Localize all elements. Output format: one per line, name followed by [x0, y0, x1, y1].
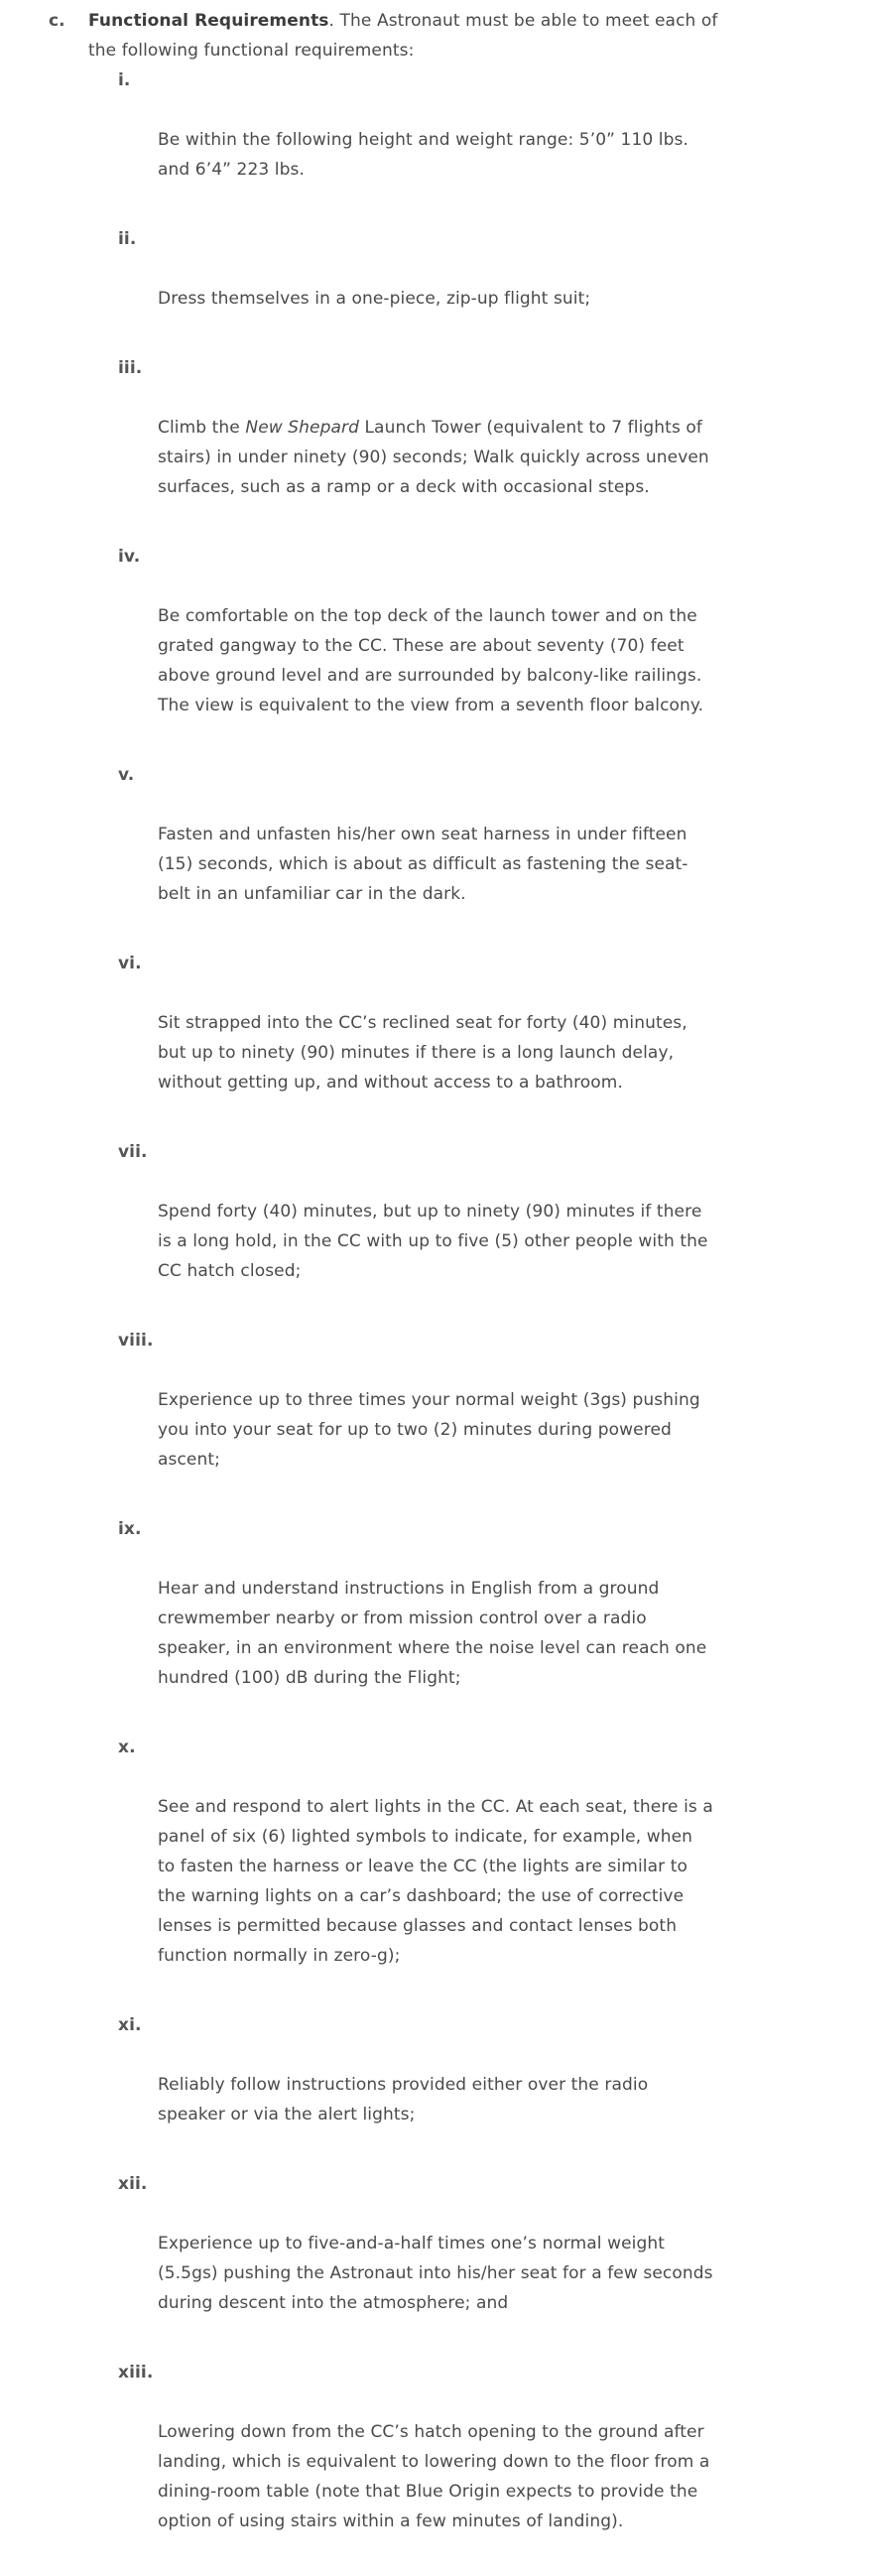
list-item	[118, 1514, 713, 1723]
list-item-marker: xi.	[118, 2015, 142, 2035]
list-item	[118, 1137, 713, 1316]
list-item-marker: iii.	[118, 358, 143, 378]
list-item-text: Hear and understand instructions in English from a ground crewmember nearby or from mission control over a radio speaker, in an environment where the noise level can reach one hundred (100) dB during the Flight;	[158, 1579, 707, 1688]
list-item-marker: ii.	[118, 229, 137, 249]
list-item-text: Lowering down from the CC’s hatch opening to the ground after landing, which is equivalent to lowering down to the floor from a dining-room table (note that Blue Origin expects to provide the option of using stairs within a few minutes of landing).	[158, 2422, 710, 2531]
list-item	[118, 2010, 713, 2159]
list-item-marker: vii.	[118, 1142, 148, 1162]
list-item-marker: vi.	[118, 954, 142, 973]
list-item-marker: x.	[118, 1738, 136, 1757]
list-item-marker: i.	[118, 70, 131, 90]
list-item-marker: viii.	[118, 1331, 154, 1351]
list-item	[118, 1733, 713, 2000]
list-item	[118, 2358, 713, 2566]
list-item-marker: xii.	[118, 2174, 148, 2194]
list-item-text: Spend forty (40) minutes, but up to ninety (90) minutes if there is a long hold, in the CC with up to five (5) other people with the CC hatch closed;	[158, 1202, 708, 1281]
list-item-marker: v.	[118, 765, 135, 785]
list-item	[118, 353, 713, 532]
list-item	[118, 65, 713, 214]
list-item-text: Reliably follow instructions provided either over the radio speaker or via the alert lights;	[158, 2075, 649, 2125]
section-heading: Functional Requirements	[88, 11, 329, 31]
list-item	[118, 542, 713, 750]
list-item-text: Dress themselves in a one-piece, zip-up flight suit;	[158, 289, 591, 309]
list-item-text: Experience up to three times your normal weight (3gs) pushing you into your seat for up to two (2) minutes during powered ascent;	[158, 1390, 700, 1470]
section-intro	[88, 6, 723, 65]
list-item-text: Climb the New Shepard Launch Tower (equivalent to 7 flights of stairs) in under ninety (90) seconds; Walk quickly across uneven surfaces, such as a ramp or a deck with occasional steps.	[158, 418, 709, 497]
functional-requirements-section	[49, 6, 733, 2576]
section-marker: c.	[49, 11, 65, 31]
list-item-marker: ix.	[118, 1519, 142, 1539]
list-item-marker: xiii.	[118, 2363, 154, 2383]
list-item	[118, 1326, 713, 1504]
list-item	[118, 949, 713, 1127]
list-item-text: Sit strapped into the CC’s reclined seat for forty (40) minutes, but up to ninety (90) minutes if there is a long launch delay, without getting up, and without access to a bathroom.	[158, 1013, 688, 1093]
section-intro-text: . The Astronaut must be able to meet each of the following functional requirements:	[88, 11, 718, 61]
list-item-marker: iv.	[118, 547, 141, 567]
list-item-text: Fasten and unfasten his/her own seat harness in under fifteen (15) seconds, which is about as difficult as fastening the seat-belt in an unfamiliar car in the dark.	[158, 825, 688, 904]
list-item-text: Be within the following height and weight range: 5’0” 110 lbs. and 6’4” 223 lbs.	[158, 130, 688, 180]
list-item-text: Experience up to five-and-a-half times one’s normal weight (5.5gs) pushing the Astronaut into his/her seat for a few seconds during descent into the atmosphere; and	[158, 2234, 713, 2313]
requirements-list	[118, 65, 733, 2566]
list-item	[118, 2169, 713, 2348]
list-item-text: See and respond to alert lights in the CC. At each seat, there is a panel of six (6) lighted symbols to indicate, for example, when to fasten the harness or leave the CC (the lights are similar to the warning lights on a car’s dashboard; the use of corrective lenses is permitted because glasses and contact lenses both function normally in zero-g);	[158, 1797, 713, 1966]
list-item-text: Be comfortable on the top deck of the launch tower and on the grated gangway to the CC. These are about seventy (70) feet above ground level and are surrounded by balcony-like railings. The view is equivalent to the view from a seventh floor balcony.	[158, 606, 704, 715]
list-item	[118, 224, 713, 343]
list-item	[118, 760, 713, 939]
